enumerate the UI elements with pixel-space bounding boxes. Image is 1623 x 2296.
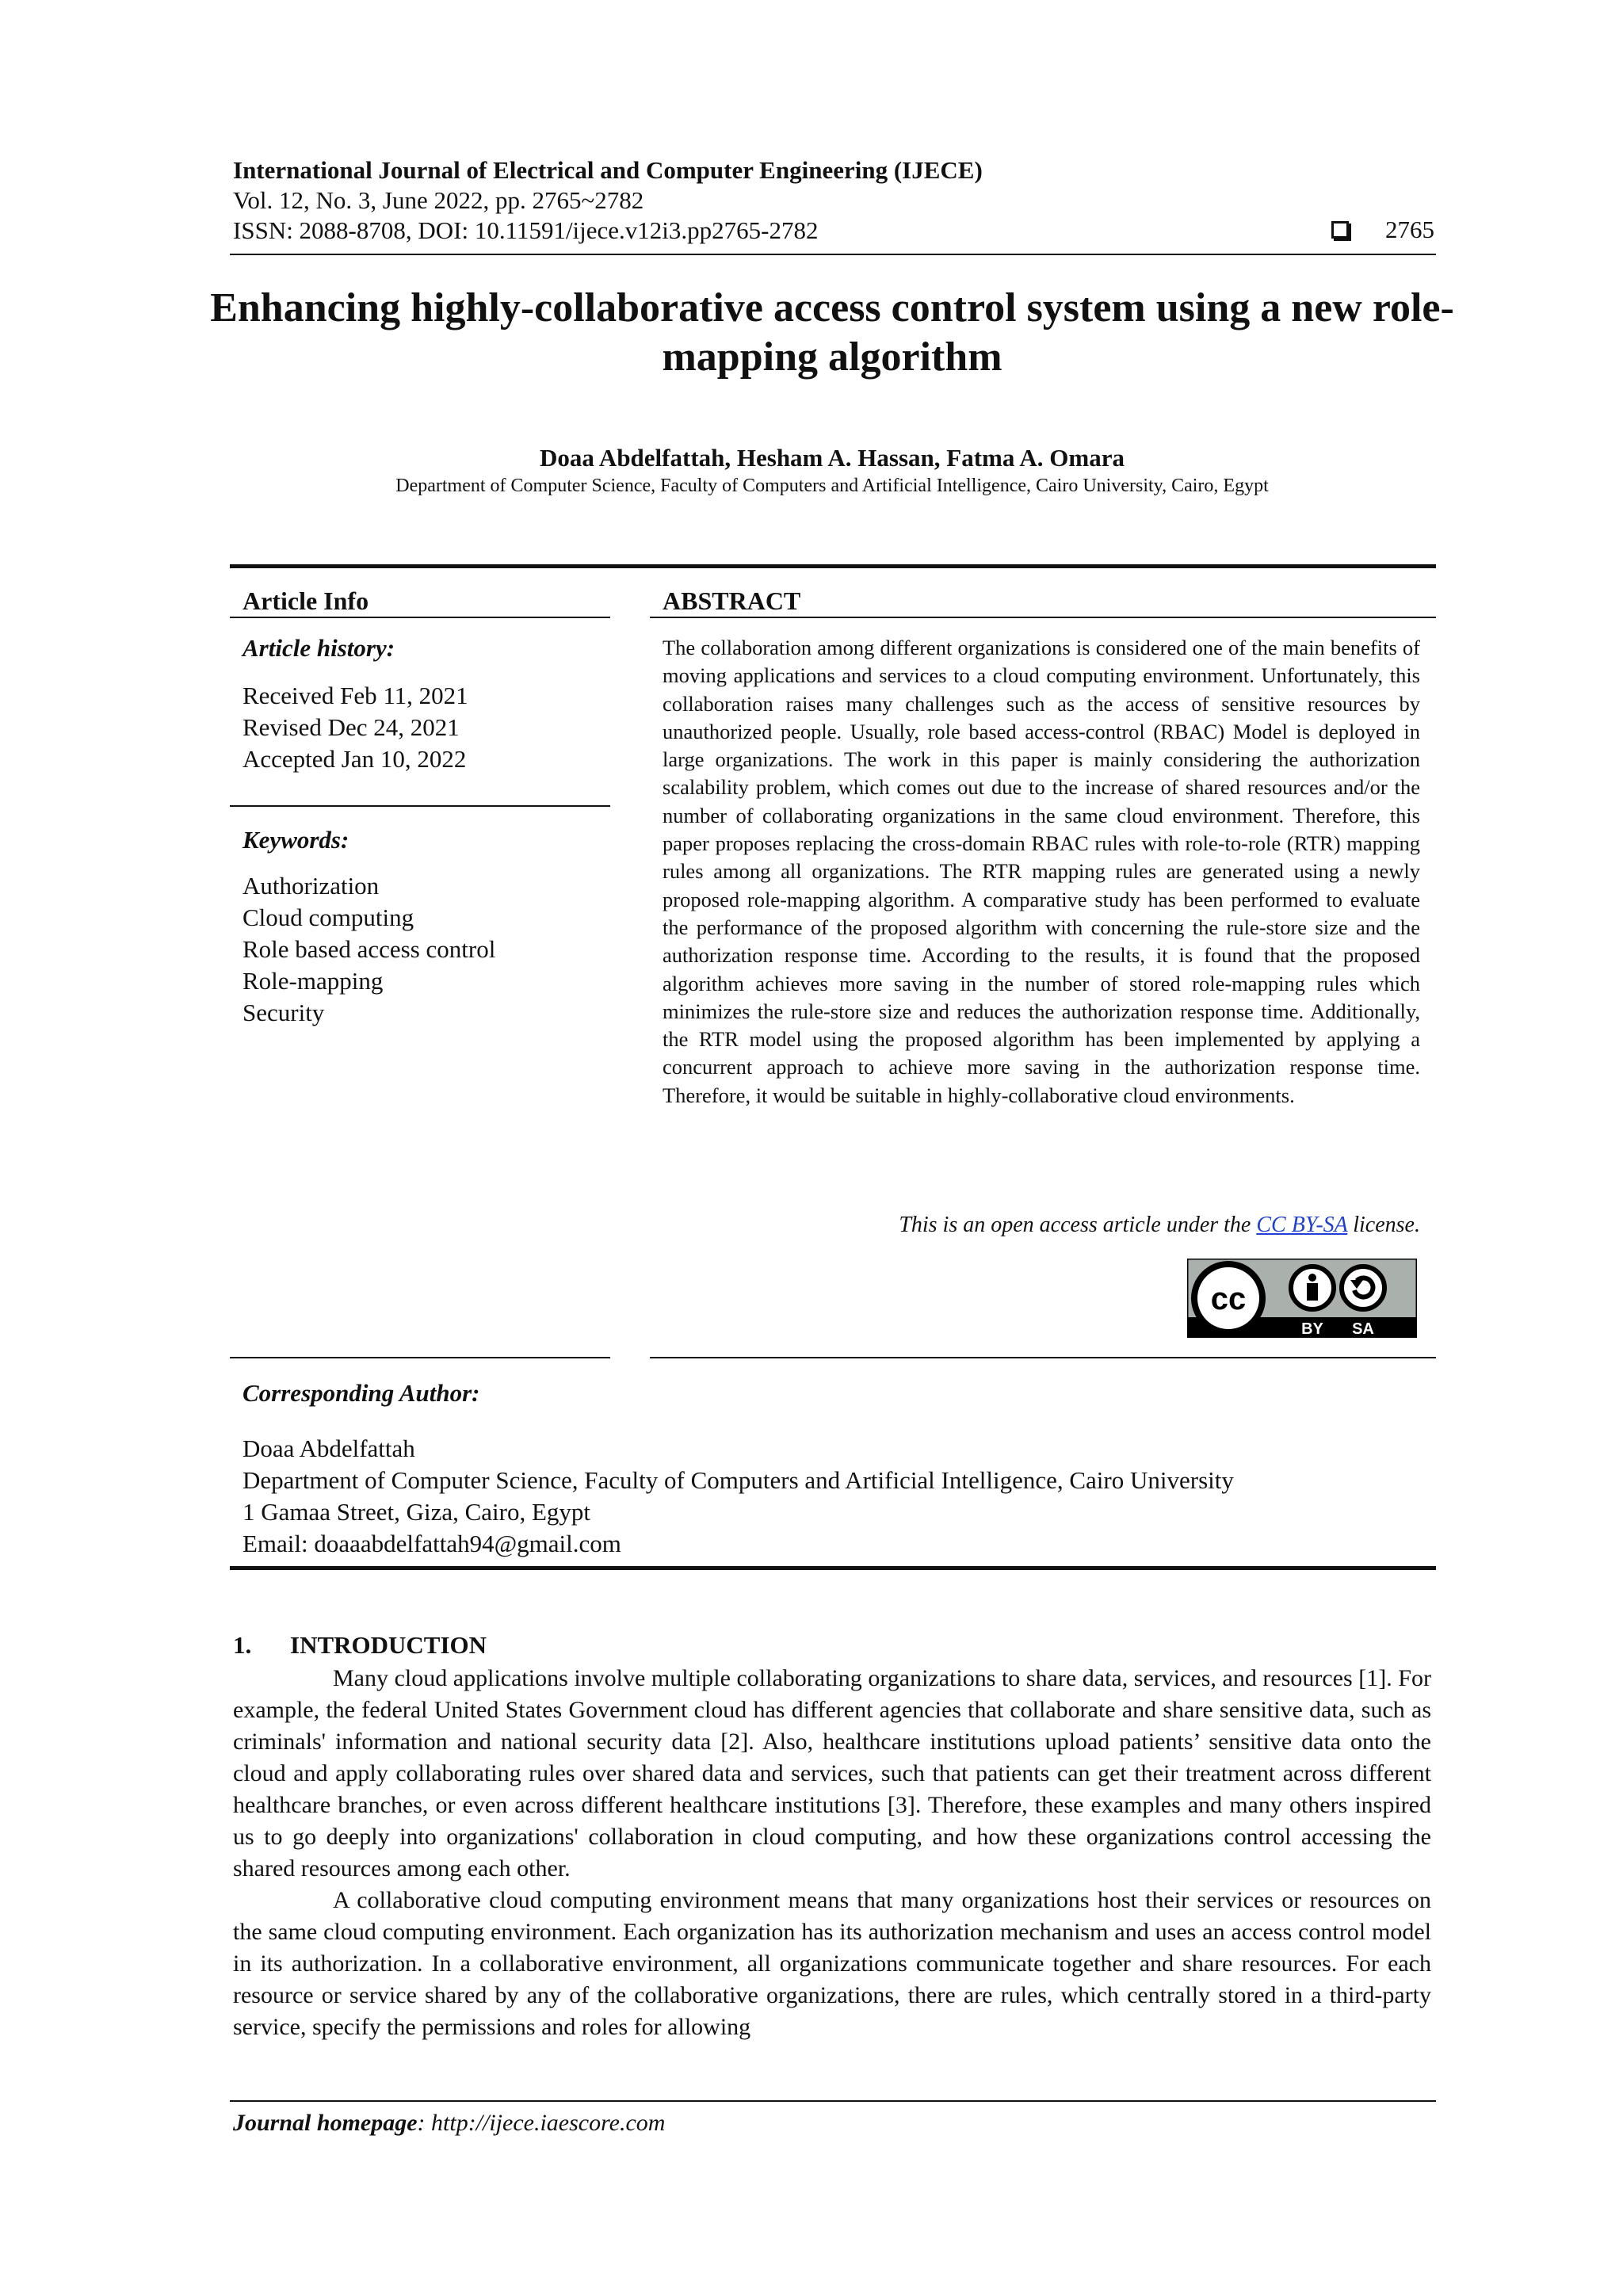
left-column-bottom-rule bbox=[230, 1357, 610, 1358]
page-number: 2765 bbox=[1385, 216, 1434, 243]
paper-title: Enhancing highly-collaborative access control system using a new role-mapping algorithm bbox=[210, 285, 1454, 380]
corresponding-name: Doaa Abdelfattah bbox=[242, 1435, 415, 1462]
by-badge-label: BY bbox=[1301, 1320, 1323, 1338]
corresponding-author-label: Corresponding Author: bbox=[242, 1379, 480, 1407]
corresponding-email: Email: doaaabdelfattah94@gmail.com bbox=[242, 1530, 621, 1557]
homepage-label: Journal homepage bbox=[233, 2110, 418, 2136]
journal-homepage bbox=[233, 2110, 665, 2137]
introduction-body bbox=[233, 1663, 1431, 2043]
section-bottom-rule bbox=[230, 1566, 1436, 1570]
sa-badge-label: SA bbox=[1352, 1320, 1374, 1338]
open-access-suffix: license. bbox=[1347, 1213, 1420, 1237]
abstract-heading-rule bbox=[650, 617, 1436, 618]
page-number-group bbox=[1331, 216, 1434, 244]
corresponding-address: 1 Gamaa Street, Giza, Cairo, Egypt bbox=[242, 1498, 591, 1526]
corresponding-dept: Department of Computer Science, Faculty of Computers and Artificial Intelligence, Cairo University bbox=[242, 1466, 1234, 1494]
abstract-heading: ABSTRACT bbox=[663, 586, 801, 615]
history-accepted: Accepted Jan 10, 2022 bbox=[242, 745, 467, 773]
author-list: Doaa Abdelfattah, Hesham A. Hassan, Fatma A. Omara bbox=[540, 444, 1125, 472]
paragraph: A collaborative cloud computing environment means that many organizations host their services or resources on the same cloud computing environment. Each organization has its authorization mechanism and uses an access control model in its authorization. In a collaborative environment, all organizations communicate together and share resources. For each resource or service shared by any of the collaborative organizations, there are rules, which centrally stored in a third-party service, specify the permissions and roles for allowing bbox=[233, 1887, 1431, 2040]
keyword-item: Authorization bbox=[242, 872, 380, 900]
corresponding-author-block bbox=[242, 1433, 1234, 1560]
issn-line: ISSN: 2088-8708, DOI: 10.11591/ijece.v12i3.pp2765-2782 bbox=[233, 216, 819, 244]
journal-name: International Journal of Electrical and Computer Engineering (IJECE) bbox=[233, 156, 983, 184]
article-history-list bbox=[242, 680, 468, 775]
keyword-item: Role based access control bbox=[242, 935, 496, 963]
keywords-list bbox=[242, 870, 495, 1029]
keyword-item: Security bbox=[242, 999, 325, 1026]
license-link[interactable]: CC BY-SA bbox=[1256, 1213, 1348, 1237]
keywords-label: Keywords: bbox=[242, 826, 349, 854]
open-access-prefix: This is an open access article under the bbox=[899, 1213, 1257, 1237]
right-column-bottom-rule bbox=[650, 1357, 1436, 1358]
introduction-heading bbox=[233, 1631, 487, 1660]
homepage-url[interactable]: : http://ijece.iaescore.com bbox=[417, 2110, 666, 2136]
open-access-note bbox=[663, 1213, 1420, 1238]
article-info-rule bbox=[230, 617, 610, 618]
section-number: 1. bbox=[233, 1631, 252, 1659]
history-divider bbox=[230, 805, 610, 807]
journal-header bbox=[233, 155, 983, 246]
history-revised: Revised Dec 24, 2021 bbox=[242, 713, 460, 741]
paragraph: Many cloud applications involve multiple collaborating organizations to share data, services, and resources [1]. For example, the federal United States Government cloud has different agencies that collaborate and share sensitive data, such as criminals' information and national security data [2]. Also, healthcare institutions upload patients’ sensitive data onto the cloud and apply collaborating rules over shared data and services, such that patients can get their treatment across different healthcare branches, or even across different healthcare institutions [3]. Therefore, these examples and many others inspired us to go deeply into organizations' collaboration in cloud computing, and how these organizations control accessing the shared resources among each other. bbox=[233, 1665, 1431, 1881]
section-title: INTRODUCTION bbox=[290, 1631, 487, 1659]
keyword-item: Cloud computing bbox=[242, 904, 414, 931]
footer-rule bbox=[230, 2100, 1436, 2102]
article-history-label: Article history: bbox=[242, 634, 395, 662]
cc-by-sa-badge-icon[interactable] bbox=[1187, 1259, 1417, 1338]
history-received: Received Feb 11, 2021 bbox=[242, 682, 468, 709]
abstract-text: The collaboration among different organizations is considered one of the main benefits of moving applications and services to a cloud computing environment. Unfortunately, this collaboration raises many challenges such as the access of sensitive resources by unauthorized people. Usually, role based access-control (RBAC) Model is deployed in large organizations. The work in this paper is mainly considering the authorization scalability problem, which comes out due to the increase of shared resources and/or the number of collaborating organizations in the same cloud environment. Therefore, this paper proposes replacing the cross-domain RBAC rules with role-to-role (RTR) mapping rules among all organizations. The RTR mapping rules are generated using a newly proposed role-mapping algorithm. A comparative study has been performed to evaluate the performance of the proposed algorithm with concerning the rule-store size and the authorization response time. According to the results, it is found that the proposed algorithm achieves more saving in the number of stored role-mapping rules which minimizes the rule-store size and reduces the authorization response time. Additionally, the RTR model using the proposed algorithm has been implemented by applying a concurrent approach to achieve more saving in the authorization response time. Therefore, it would be suitable in highly-collaborative cloud environments. bbox=[663, 636, 1420, 1107]
article-info-heading: Article Info bbox=[242, 586, 369, 615]
cc-badge-label: cc bbox=[1210, 1282, 1247, 1316]
volume-line: Vol. 12, No. 3, June 2022, pp. 2765~2782 bbox=[233, 186, 644, 214]
square-bullet-icon bbox=[1331, 221, 1349, 239]
affiliation: Department of Computer Science, Faculty of Computers and Artificial Intelligence, Cairo University, Cairo, Egypt bbox=[395, 476, 1269, 496]
section-top-rule bbox=[230, 564, 1436, 568]
header-rule bbox=[230, 254, 1436, 255]
keyword-item: Role-mapping bbox=[242, 967, 384, 995]
